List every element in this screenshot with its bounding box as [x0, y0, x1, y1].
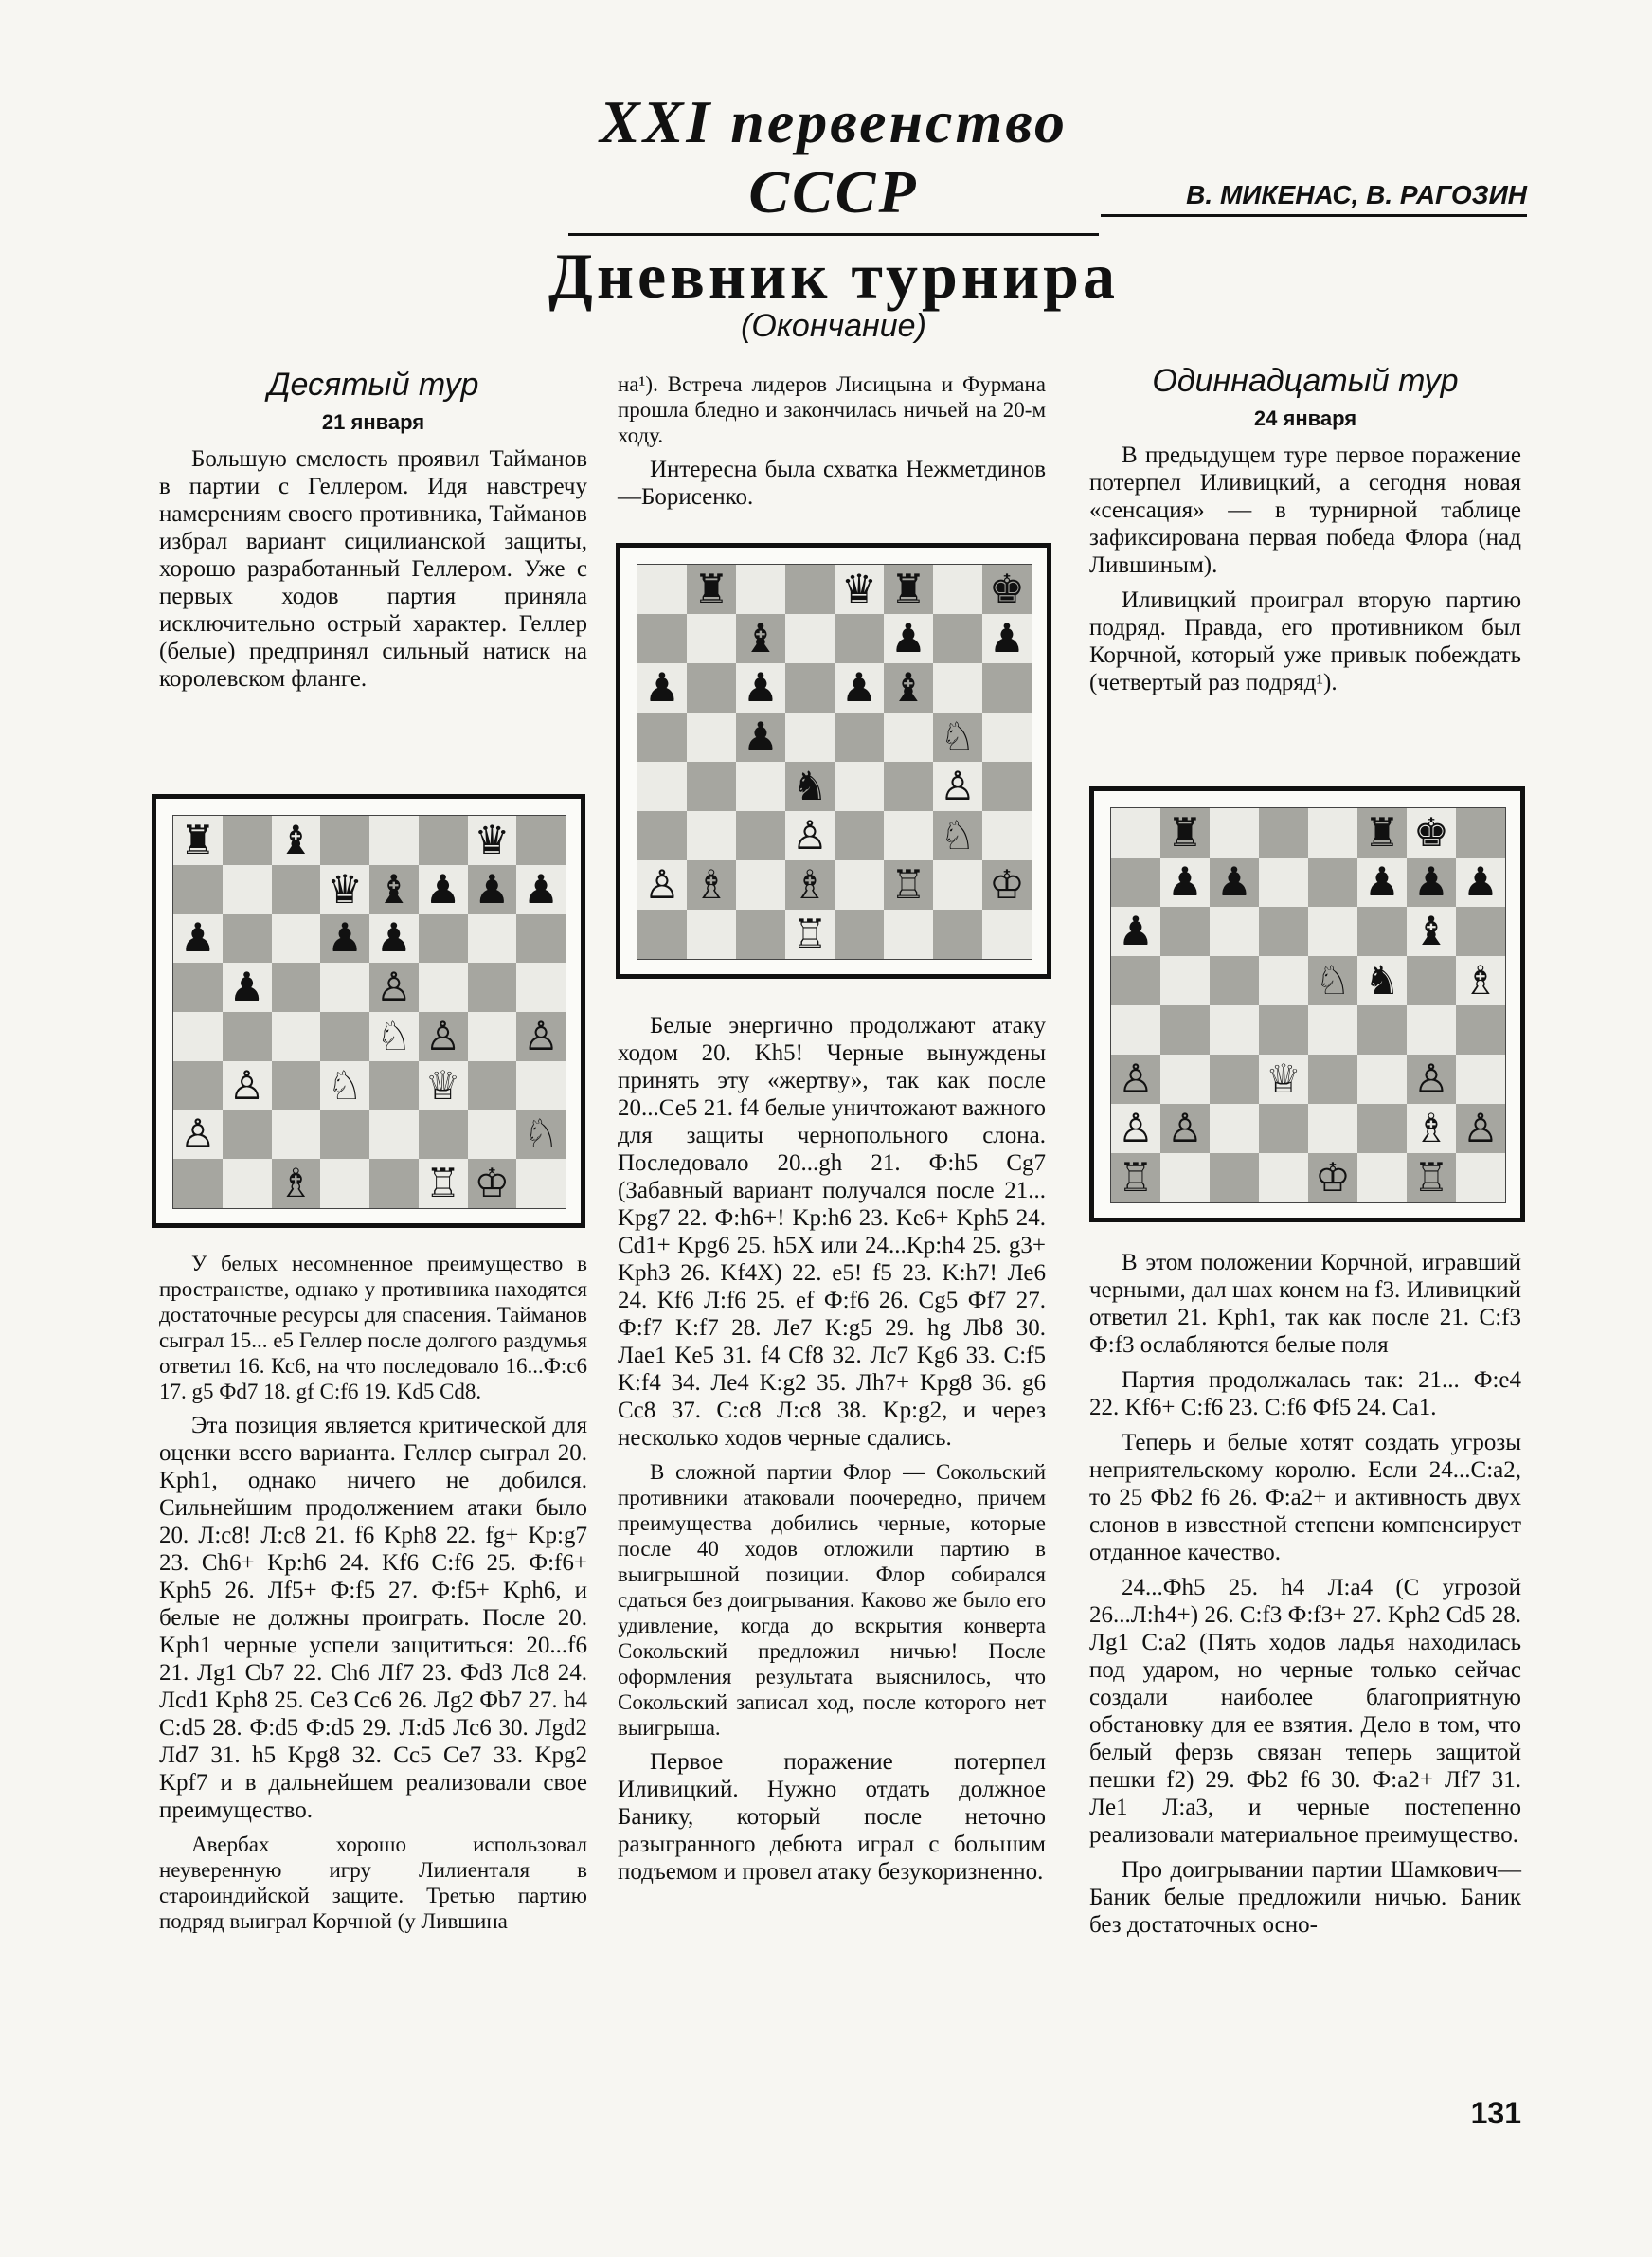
board-square [835, 910, 884, 959]
board-square [982, 811, 1032, 860]
board-square [272, 816, 321, 865]
board-square [468, 1061, 517, 1110]
board-square [1357, 1005, 1407, 1055]
chess-piece: ♝ [278, 816, 314, 863]
chess-piece: ♞ [1364, 957, 1400, 1003]
board-square [1407, 858, 1456, 907]
board-square [687, 860, 736, 910]
chess-piece: ♝ [743, 615, 779, 661]
board-square [1210, 858, 1259, 907]
board-square [1456, 1055, 1505, 1104]
board-square [1160, 1104, 1210, 1153]
chess-piece: ♟ [1413, 858, 1449, 905]
board-square [1357, 808, 1407, 858]
round-11-date: 24 января [1253, 406, 1357, 430]
board-square [419, 1110, 468, 1160]
chess-piece: ♖ [1413, 1154, 1449, 1201]
board-square [982, 910, 1032, 959]
board-square [835, 565, 884, 614]
board-square [1210, 907, 1259, 956]
board-square [884, 762, 933, 811]
board-square [637, 663, 687, 713]
column-2-top [618, 371, 1046, 518]
board-square [1160, 1055, 1210, 1104]
board-square [982, 565, 1032, 614]
board-square [1456, 956, 1505, 1005]
board-square [884, 860, 933, 910]
chess-piece: ♘ [1315, 957, 1351, 1003]
board-square [982, 614, 1032, 663]
chess-piece: ♝ [376, 865, 412, 912]
board-square [785, 713, 835, 762]
board-square [1456, 1104, 1505, 1153]
board-square [637, 762, 687, 811]
board-square [637, 910, 687, 959]
board-square [1210, 1153, 1259, 1202]
board-square [1160, 1005, 1210, 1055]
board-square [1259, 956, 1308, 1005]
board-square [1160, 907, 1210, 956]
board-square [687, 614, 736, 663]
column-1-bottom [159, 1251, 587, 1941]
column-2-bottom [618, 1012, 1046, 1893]
paragraph: В предыдущем туре первое поражение потерпел Иливицкий, а сегодня новая «сенсация» — в турнирной таблице зафиксирована первая победа Флора (над Лившиным). [1089, 442, 1521, 578]
board-square [468, 1012, 517, 1061]
board-square [1210, 956, 1259, 1005]
chess-board [1110, 807, 1506, 1203]
board-square [1160, 808, 1210, 858]
chess-piece: ♟ [523, 865, 559, 912]
board-square [369, 865, 419, 914]
board-square [687, 565, 736, 614]
board-square [933, 713, 982, 762]
board-square [419, 816, 468, 865]
board-square [884, 811, 933, 860]
board-square [637, 614, 687, 663]
board-square [884, 565, 933, 614]
board-square [468, 1110, 517, 1160]
board-square [1407, 956, 1456, 1005]
rubric-title: XXI первенство СССР [568, 87, 1099, 236]
board-square [516, 1061, 566, 1110]
chess-piece: ♙ [523, 1012, 559, 1059]
board-square [687, 811, 736, 860]
board-square [1456, 1153, 1505, 1202]
board-square [468, 816, 517, 865]
chess-piece: ♘ [327, 1061, 363, 1109]
paragraph: Эта позиция является критической для оценки всего варианта. Геллер сыграл 20. Kph1, однако ничего не добился. Сильнейшим продолжением атаки было 20. Л:с8! Л:с8 21. f6 Kph8 22. fg+ Kp:g7 23. Ch6+ Kp:h6 24. Kf6 C:f6 25. Ф:f6+ Kph5 26. Лf5+ Ф:f5 27. Ф:f5+ Kph6, и белые не должны проиграть. После 20. Kph1 черные успели защититься: 20...f6 21. Лg1 Cb7 22. Ch6 Лf7 23. Фd3 Лc8 24. Лcd1 Kph8 25. Ce3 Cc6 26. Лg2 Фb7 27. h4 C:d5 28. Ф:d5 Ф:d5 29. Л:d5 Лc6 30. Лgd2 Лd7 31. h5 Kpg8 32. Cc5 Ce7 33. Kpg2 Kpf7 и в дальнейшем реализовали свое преимущество. [159, 1413, 587, 1823]
board-square [320, 1012, 369, 1061]
board-square [173, 865, 223, 914]
paragraph: Авербах хорошо использовал неуверенную игру Лилиенталя в староиндийской защите. Третью партию подряд выиграл Корчной (у Лившина [159, 1833, 587, 1933]
column-3-bottom [1089, 1249, 1521, 1946]
chess-piece: ♟ [644, 664, 680, 711]
board-square [835, 663, 884, 713]
chess-piece: ♙ [792, 812, 828, 858]
board-square [1111, 858, 1160, 907]
board-square [637, 860, 687, 910]
board-square [736, 811, 785, 860]
chess-piece: ♛ [327, 865, 363, 912]
board-square [1259, 1055, 1308, 1104]
board-square [785, 811, 835, 860]
board-square [1111, 907, 1160, 956]
board-square [1259, 1153, 1308, 1202]
column-1-top [159, 367, 587, 700]
chess-piece: ♖ [1118, 1154, 1154, 1201]
board-square [785, 910, 835, 959]
board-square [468, 865, 517, 914]
paragraph: Иливицкий проиграл вторую партию подряд. Правда, его противником был Корчной, который уже привык побеждать (четвертый раз подряд¹). [1089, 587, 1521, 695]
board-square [468, 963, 517, 1012]
board-square [835, 811, 884, 860]
board-square [1407, 1104, 1456, 1153]
board-square [1407, 1055, 1456, 1104]
board-square [1259, 808, 1308, 858]
board-square [223, 1110, 272, 1160]
board-square [419, 865, 468, 914]
board-square [1308, 1005, 1357, 1055]
chess-piece: ♕ [1266, 1056, 1302, 1102]
board-square [637, 713, 687, 762]
paragraph: Про доигрывании партии Шамкович—Баник белые предложили ничью. Баник без достаточных осно- [1089, 1857, 1521, 1938]
paragraph: 24...Фh5 25. h4 Л:а4 (С угрозой 26...Л:h4+) 26. C:f3 Ф:f3+ 27. Kph2 Cd5 28. Лg1 C:a2 (Пять ходов ладья находилась под ударом, но черные только сейчас создали наиболее благоприятную обстановку для ее взятия. Дело в том, что белый ферзь связан теперь защитой пешки f2) 29. Фb2 f6 30. Ф:a2+ Лf7 31. Лe1 Л:а3, и черные постепенно реализовали материальное преимущество. [1089, 1575, 1521, 1848]
board-square [736, 713, 785, 762]
chess-piece: ♟ [376, 914, 412, 962]
board-square [1259, 858, 1308, 907]
board-square [223, 1012, 272, 1061]
paragraph: Теперь и белые хотят создать угрозы неприятельскому королю. Если 24...C:a2, то 25 Фb2 f6 26. Ф:a2+ и активность двух слонов в известной степени компенсирует отданное качество. [1089, 1430, 1521, 1565]
board-square [173, 914, 223, 964]
board-square [1210, 1005, 1259, 1055]
paragraph: Белые энергично продолжают атаку ходом 20. Kh5! Черные вынуждены принять эту «жертву», так как после 20...Се5 21. f4 белые уничтожают важного для защиты чернопольного слона. Последовало 20...gh 21. Ф:h5 Cg7 (Забавный вариант получался после 21... Kpg7 22. Ф:h6+! Kp:h6 23. Ke6+ Kph5 24. Cd1+ Kpg6 25. h5X или 24...Kp:h4 25. g3+ Kph3 26. Kf4X) 22. e5! f5 23. K:h7! Ле6 24. Kf6 Л:f6 25. ef Ф:f6 26. Cg5 Фf7 27. Ф:f7 K:f7 28. Ле7 K:g5 29. hg Лb8 30. Лae1 Ke5 31. f4 Cf8 32. Лc7 Kg6 33. C:f5 K:f4 34. Ле4 K:g2 35. Лh7+ Kpg8 36. g6 Cc8 37. C:c8 Л:c8 38. Kp:g2, и через несколько ходов черные сдались. [618, 1013, 1046, 1451]
board-square [173, 816, 223, 865]
chess-piece: ♙ [1413, 1056, 1449, 1102]
board-square [835, 614, 884, 663]
board-square [1308, 907, 1357, 956]
chess-piece: ♔ [474, 1160, 511, 1207]
chess-piece: ♟ [1463, 858, 1499, 905]
board-square [272, 1012, 321, 1061]
board-square [173, 1159, 223, 1208]
board-square [419, 1012, 468, 1061]
board-square [173, 1110, 223, 1160]
chess-piece: ♛ [841, 566, 877, 612]
chess-piece: ♙ [644, 861, 680, 908]
board-square [1160, 858, 1210, 907]
chess-piece: ♟ [743, 664, 779, 711]
chess-piece: ♘ [376, 1012, 412, 1059]
board-square [1357, 858, 1407, 907]
board-square [419, 1061, 468, 1110]
board-square [1308, 1153, 1357, 1202]
board-square [1210, 1104, 1259, 1153]
board-square [1160, 1153, 1210, 1202]
chess-piece: ♙ [1167, 1105, 1203, 1151]
board-square [516, 1110, 566, 1160]
board-square [1259, 1104, 1308, 1153]
board-square [736, 614, 785, 663]
board-square [223, 914, 272, 964]
paragraph: Интересна была схватка Нежметдинов—Борисенко. [618, 457, 1046, 510]
board-square [835, 860, 884, 910]
board-square [933, 910, 982, 959]
board-square [1111, 1005, 1160, 1055]
board-square [687, 663, 736, 713]
board-square [1210, 808, 1259, 858]
board-square [516, 963, 566, 1012]
article-subtitle: (Окончание) [741, 308, 926, 344]
board-square [785, 614, 835, 663]
board-square [736, 565, 785, 614]
chess-piece: ♟ [890, 615, 926, 661]
board-square [982, 663, 1032, 713]
board-square [419, 1159, 468, 1208]
board-square [637, 565, 687, 614]
board-square [687, 713, 736, 762]
board-square [884, 910, 933, 959]
chess-diagram-3 [1089, 786, 1525, 1222]
board-square [933, 860, 982, 910]
board-square [933, 663, 982, 713]
chess-piece: ♙ [1118, 1105, 1154, 1151]
board-square [1111, 1055, 1160, 1104]
board-square [173, 1061, 223, 1110]
board-square [1111, 956, 1160, 1005]
board-square [468, 914, 517, 964]
board-square [835, 713, 884, 762]
board-square [1111, 1153, 1160, 1202]
article-title: Дневник турнира [548, 240, 1119, 312]
round-11-heading: Одиннадцатый тур [1152, 363, 1459, 399]
chess-piece: ♟ [841, 664, 877, 711]
chess-piece: ♖ [890, 861, 926, 908]
chess-piece: ♙ [180, 1110, 216, 1158]
board-square [982, 860, 1032, 910]
board-square [1357, 1104, 1407, 1153]
chess-piece: ♖ [424, 1160, 461, 1207]
chess-piece: ♜ [693, 566, 729, 612]
board-square [272, 1159, 321, 1208]
chess-piece: ♔ [1315, 1154, 1351, 1201]
column-3-top [1089, 363, 1521, 704]
chess-piece: ♜ [890, 566, 926, 612]
board-square [637, 811, 687, 860]
board-square [369, 1061, 419, 1110]
board-square [516, 816, 566, 865]
board-square [884, 614, 933, 663]
board-square [320, 1110, 369, 1160]
board-square [1259, 907, 1308, 956]
board-square [1357, 907, 1407, 956]
board-square [369, 914, 419, 964]
board-square [1456, 1005, 1505, 1055]
board-square [516, 1012, 566, 1061]
board-square [933, 762, 982, 811]
board-square [1357, 956, 1407, 1005]
chess-piece: ♙ [228, 1061, 265, 1109]
board-square [736, 762, 785, 811]
board-square [1407, 1005, 1456, 1055]
chess-piece: ♟ [424, 865, 461, 912]
board-square [1160, 956, 1210, 1005]
chess-piece: ♗ [1463, 957, 1499, 1003]
chess-diagram-2 [616, 543, 1051, 979]
board-square [933, 614, 982, 663]
board-square [320, 816, 369, 865]
board-square [835, 762, 884, 811]
board-square [173, 1012, 223, 1061]
paragraph: Партия продолжалась так: 21... Ф:е4 22. Kf6+ C:f6 23. C:f6 Фf5 24. Ca1. [1089, 1367, 1521, 1420]
board-square [1456, 907, 1505, 956]
chess-piece: ♜ [1167, 809, 1203, 856]
chess-piece: ♟ [228, 964, 265, 1011]
chess-board [172, 815, 566, 1209]
chess-piece: ♟ [180, 914, 216, 962]
chess-piece: ♙ [424, 1012, 461, 1059]
chess-piece: ♚ [989, 566, 1025, 612]
board-square [1111, 1104, 1160, 1153]
board-square [1357, 1153, 1407, 1202]
board-square [736, 860, 785, 910]
board-square [320, 1061, 369, 1110]
board-square [223, 963, 272, 1012]
board-square [1308, 1104, 1357, 1153]
chess-piece: ♟ [1216, 858, 1252, 905]
board-square [785, 762, 835, 811]
board-square [1407, 808, 1456, 858]
board-square [884, 663, 933, 713]
chess-piece: ♘ [523, 1110, 559, 1158]
chess-piece: ♟ [743, 713, 779, 760]
board-square [785, 663, 835, 713]
chess-piece: ♜ [1364, 809, 1400, 856]
chess-piece: ♖ [792, 911, 828, 957]
board-square [1111, 808, 1160, 858]
chess-piece: ♙ [940, 763, 976, 809]
paragraph: В сложной партии Флор — Сокольский противники атаковали поочередно, причем преимущества добились черные, которые после 40 ходов отложили партию в выигрышной позиции. Флор собирался сдаться без доигрывания. Каково же было его удивление, когда до вскрытия конверта Сокольский предложил ничью! После оформления результата выяснилось, что Сокольский записал ход, после которого нет выигрыша. [618, 1460, 1046, 1740]
paragraph: У белых несомненное преимущество в пространстве, однако у противника находятся достаточные ресурсы для спасения. Тайманов сыграл 15... е5 Геллер после долгого раздумья ответил 16. Кс6, на что последовало 16...Ф:с6 17. g5 Фd7 18. gf С:f6 19. Kd5 Cd8. [159, 1252, 587, 1403]
board-square [1308, 858, 1357, 907]
chess-piece: ♟ [1118, 908, 1154, 954]
board-square [223, 865, 272, 914]
board-square [982, 762, 1032, 811]
chess-board [637, 564, 1032, 960]
board-square [1308, 1055, 1357, 1104]
board-square [419, 914, 468, 964]
board-square [369, 1159, 419, 1208]
chess-piece: ♜ [180, 816, 216, 863]
board-square [1456, 808, 1505, 858]
board-square [1308, 956, 1357, 1005]
board-square [223, 816, 272, 865]
board-square [369, 816, 419, 865]
chess-piece: ♗ [792, 861, 828, 908]
chess-piece: ♟ [474, 865, 511, 912]
chess-piece: ♕ [424, 1061, 461, 1109]
board-square [516, 1159, 566, 1208]
board-square [1210, 1055, 1259, 1104]
board-square [933, 811, 982, 860]
board-square [369, 1012, 419, 1061]
board-square [173, 963, 223, 1012]
paragraph: Большую смелость проявил Тайманов в партии с Геллером. Идя навстречу намерениям своего противника, Тайманов избрал вариант сицилианской защиты, хорошо разработанный Геллером. Уже с первых ходов партия приняла исключительно острый характер. Геллер (белые) предпринял сильный натиск на королевском фланге. [159, 446, 587, 692]
board-square [1357, 1055, 1407, 1104]
board-square [736, 910, 785, 959]
board-square [736, 663, 785, 713]
round-10-date: 21 января [321, 410, 425, 434]
chess-piece: ♗ [1413, 1105, 1449, 1151]
board-square [687, 910, 736, 959]
board-square [1456, 858, 1505, 907]
chess-piece: ♟ [989, 615, 1025, 661]
board-square [1407, 1153, 1456, 1202]
paragraph: Первое поражение потерпел Иливицкий. Нужно отдать должное Банику, который после неточно разыгранного дебюта играл с большим подъемом и провел атаку безукоризненно. [618, 1749, 1046, 1885]
board-square [320, 963, 369, 1012]
chess-piece: ♙ [1118, 1056, 1154, 1102]
page-number: 131 [1470, 2096, 1521, 2130]
board-square [272, 1061, 321, 1110]
chess-piece: ♟ [1167, 858, 1203, 905]
paragraph: В этом положении Корчной, игравший черными, дал шах конем на f3. Иливицкий ответил 21. Kph1, так как после 21. C:f3 Ф:f3 ослабляются белые поля [1089, 1250, 1521, 1358]
board-square [369, 1110, 419, 1160]
chess-piece: ♝ [1413, 908, 1449, 954]
round-10-heading: Десятый тур [267, 367, 479, 403]
chess-piece: ♞ [792, 763, 828, 809]
board-square [468, 1159, 517, 1208]
board-square [223, 1159, 272, 1208]
board-square [884, 713, 933, 762]
board-square [320, 914, 369, 964]
board-square [516, 914, 566, 964]
board-square [516, 865, 566, 914]
chess-piece: ♛ [474, 816, 511, 863]
board-square [419, 963, 468, 1012]
chess-piece: ♗ [693, 861, 729, 908]
chess-piece: ♘ [940, 812, 976, 858]
article-authors: В. МИКЕНАС, В. РАГОЗИН [1101, 180, 1527, 217]
chess-piece: ♘ [940, 713, 976, 760]
board-square [320, 865, 369, 914]
board-square [223, 1061, 272, 1110]
board-square [982, 713, 1032, 762]
board-square [320, 1159, 369, 1208]
board-square [272, 914, 321, 964]
chess-piece: ♟ [327, 914, 363, 962]
board-square [369, 963, 419, 1012]
chess-piece: ♚ [1413, 809, 1449, 856]
board-square [1259, 1005, 1308, 1055]
chess-piece: ♟ [1364, 858, 1400, 905]
chess-piece: ♗ [278, 1160, 314, 1207]
board-square [1407, 907, 1456, 956]
board-square [272, 865, 321, 914]
board-square [272, 1110, 321, 1160]
board-square [1308, 808, 1357, 858]
chess-diagram-1 [152, 794, 585, 1228]
board-square [933, 565, 982, 614]
chess-piece: ♙ [376, 964, 412, 1011]
chess-piece: ♝ [890, 664, 926, 711]
board-square [272, 963, 321, 1012]
board-square [785, 565, 835, 614]
chess-piece: ♙ [1463, 1105, 1499, 1151]
chess-piece: ♔ [989, 861, 1025, 908]
board-square [785, 860, 835, 910]
paragraph: на¹). Встреча лидеров Лисицына и Фурмана прошла бледно и закончилась ничьей на 20-м ходу. [618, 372, 1046, 447]
board-square [687, 762, 736, 811]
